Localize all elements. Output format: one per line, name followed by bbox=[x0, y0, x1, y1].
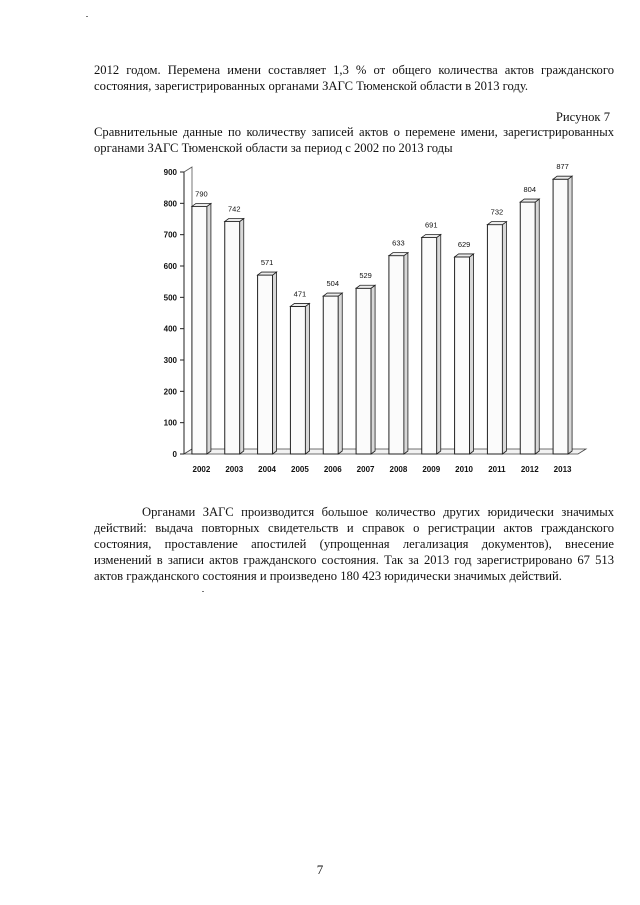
intro-paragraph: 2012 годом. Перемена имени составляет 1,3 % от общего количества актов гражданского состояния, зарегистрированных органами ЗАГС Тюменской области в 2013 году. bbox=[94, 63, 614, 93]
bar-value-label: 471 bbox=[293, 289, 307, 299]
x-tick-label: 2008 bbox=[389, 465, 408, 474]
bar bbox=[290, 306, 305, 454]
y-tick-label: 900 bbox=[163, 168, 177, 177]
bar-side bbox=[273, 272, 277, 454]
bar-side bbox=[502, 222, 506, 454]
y-tick-label: 300 bbox=[163, 356, 177, 365]
y-tick-label: 700 bbox=[163, 230, 177, 240]
bar bbox=[487, 225, 502, 454]
bar bbox=[258, 275, 273, 454]
bar-top bbox=[192, 203, 211, 206]
bar-side bbox=[470, 254, 474, 454]
bar bbox=[323, 296, 338, 454]
x-tick-label: 2002 bbox=[192, 465, 211, 474]
bar-chart bbox=[150, 162, 590, 482]
bar-value-label: 691 bbox=[424, 220, 438, 230]
bar-top bbox=[487, 222, 506, 225]
y-tick-label: 500 bbox=[163, 293, 177, 303]
bar-top bbox=[422, 234, 441, 237]
y-tick-label: 100 bbox=[163, 418, 177, 428]
x-tick-label: 2004 bbox=[258, 465, 276, 474]
bar-top bbox=[323, 293, 342, 296]
bar-top bbox=[225, 219, 244, 222]
bar-side bbox=[568, 176, 572, 454]
bar-value-label: 529 bbox=[359, 271, 372, 281]
page-number: 7 bbox=[316, 862, 324, 877]
bar-side bbox=[371, 285, 375, 454]
x-tick-label: 2009 bbox=[422, 465, 441, 474]
bar-value-label: 571 bbox=[260, 258, 274, 268]
bar-value-label: 732 bbox=[490, 207, 504, 217]
figure-caption: Сравнительные данные по количеству записей актов о перемене имени, зарегистрированных органами ЗАГС Тюменской области за период с 2002 по 2013 годы bbox=[94, 125, 614, 155]
bar bbox=[192, 206, 207, 454]
bar-top bbox=[290, 303, 309, 306]
body-paragraph: Органами ЗАГС производится большое количество других юридически значимых действий: выдача повторных свидетельств и справок о регистрации актов гражданского состояния, проставление апостилей (упрощенная легализация документов), внесение изменений в записи актов гражданского состояния. Так за 2013 год зарегистрировано 67 513 актов гражданского состояния и произведено 180 423 юридически значимых действий. bbox=[94, 505, 614, 583]
bar-value-label: 633 bbox=[392, 238, 405, 248]
y-tick-label: 800 bbox=[163, 199, 177, 209]
x-tick-label: 2003 bbox=[225, 465, 244, 474]
x-tick-label: 2010 bbox=[455, 465, 473, 474]
bar-top bbox=[520, 199, 539, 202]
x-tick-label: 2011 bbox=[488, 465, 506, 474]
y-tick-label: 0 bbox=[172, 450, 177, 459]
bar-side bbox=[207, 203, 211, 454]
bar-top bbox=[553, 176, 572, 179]
x-tick-label: 2005 bbox=[291, 465, 309, 474]
bar-side bbox=[437, 234, 441, 454]
y-tick-label: 600 bbox=[163, 262, 177, 271]
bar-side bbox=[338, 293, 342, 454]
x-tick-label: 2006 bbox=[323, 465, 342, 474]
x-tick-label: 2007 bbox=[356, 465, 375, 474]
bar bbox=[356, 288, 371, 454]
bar-value-label: 504 bbox=[326, 279, 340, 289]
chart-side-wall bbox=[184, 167, 192, 454]
x-tick-label: 2012 bbox=[520, 465, 539, 474]
bar-side bbox=[404, 253, 408, 454]
bar-value-label: 629 bbox=[457, 239, 471, 249]
bar bbox=[553, 179, 568, 454]
bar-side bbox=[240, 219, 244, 454]
bar-top bbox=[389, 253, 408, 256]
y-tick-label: 400 bbox=[163, 324, 177, 334]
bar-top bbox=[258, 272, 277, 275]
bar-side bbox=[305, 303, 309, 454]
bar-value-label: 790 bbox=[195, 189, 208, 199]
bar-value-label: 804 bbox=[523, 185, 537, 195]
scan-speck bbox=[202, 591, 204, 592]
bar bbox=[520, 202, 535, 454]
bar bbox=[225, 222, 240, 454]
figure-label: Рисунок 7 bbox=[555, 110, 610, 124]
bar-side bbox=[535, 199, 539, 454]
y-tick-label: 200 bbox=[163, 387, 177, 397]
bar-top bbox=[356, 285, 375, 288]
x-tick-label: 2013 bbox=[553, 465, 572, 474]
scan-speck bbox=[86, 16, 88, 17]
bar bbox=[455, 257, 470, 454]
bar-value-label: 877 bbox=[556, 162, 569, 172]
bar-top bbox=[455, 254, 474, 257]
bar-value-label: 742 bbox=[227, 204, 241, 214]
bar bbox=[389, 256, 404, 454]
bar bbox=[422, 237, 437, 454]
